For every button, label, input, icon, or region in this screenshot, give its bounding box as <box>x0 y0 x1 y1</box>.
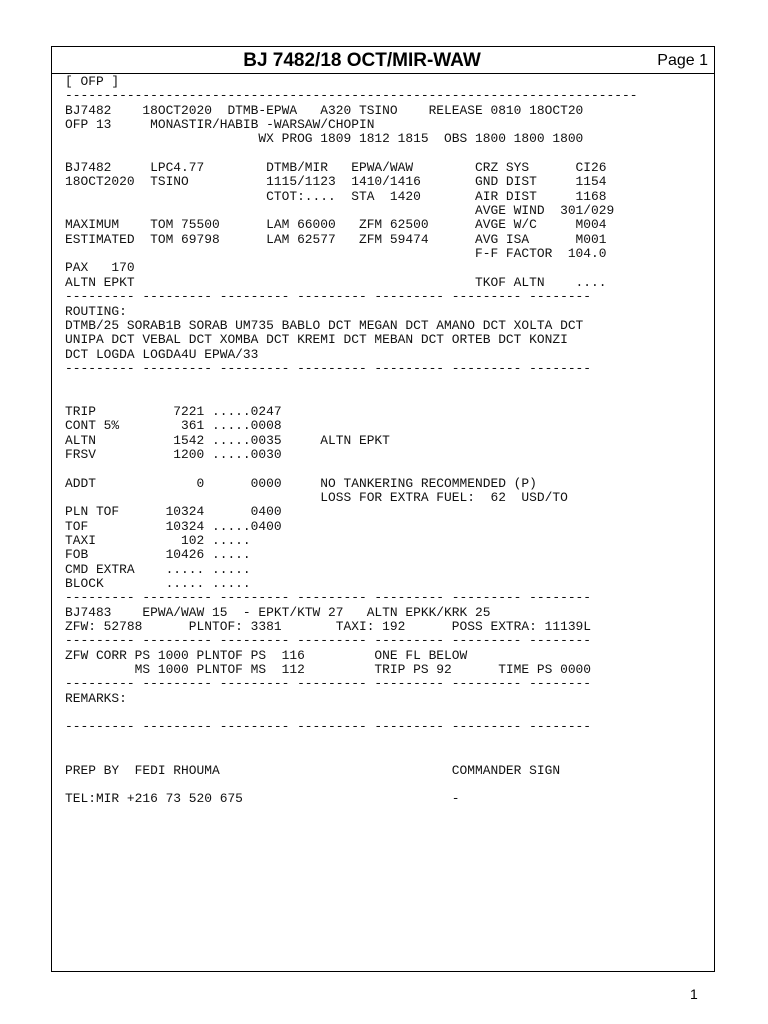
ofp-line: --------- --------- --------- --------- --------- --------- -------- <box>65 360 592 376</box>
ofp-line: MAXIMUM TOM 75500 LAM 66000 ZFM 62500 AVGE W/C M004 <box>65 217 607 233</box>
ofp-line: CTOT:.... STA 1420 AIR DIST 1168 <box>65 188 607 204</box>
ofp-line: PREP BY FEDI RHOUMA COMMANDER SIGN <box>65 762 561 778</box>
ofp-line <box>65 376 711 390</box>
ofp-line: ROUTING: <box>65 303 127 319</box>
ofp-line: PLN TOF 10324 0400 <box>65 504 282 520</box>
ofp-line: BJ7482 LPC4.77 DTMB/MIR EPWA/WAW CRZ SYS CI26 <box>65 160 607 176</box>
ofp-line: BJ7483 EPWA/WAW 15 - EPKT/KTW 27 ALTN EPKK/KRK 25 <box>65 604 491 620</box>
ofp-line: UNIPA DCT VEBAL DCT XOMBA DCT KREMI DCT MEBAN DCT ORTEB DCT KONZI <box>65 332 568 348</box>
ofp-line <box>65 391 711 405</box>
ofp-line: ADDT 0 0000 NO TANKERING RECOMMENDED (P) <box>65 475 537 491</box>
ofp-line: AVGE WIND 301/029 <box>65 203 615 219</box>
ofp-line: WX PROG 1809 1812 1815 OBS 1800 1800 1800 <box>65 131 584 147</box>
ofp-line: ESTIMATED TOM 69798 LAM 62577 ZFM 59474 AVG ISA M001 <box>65 231 607 247</box>
ofp-line <box>65 706 711 720</box>
ofp-line: --------- --------- --------- --------- --------- --------- -------- <box>65 590 592 606</box>
ofp-line: TRIP 7221 .....0247 <box>65 403 282 419</box>
ofp-line: DTMB/25 SORAB1B SORAB UM735 BABLO DCT MEGAN DCT AMANO DCT XOLTA DCT <box>65 317 584 333</box>
ofp-line: BJ7482 18OCT2020 DTMB-EPWA A320 TSINO RELEASE 0810 18OCT20 <box>65 102 584 118</box>
ofp-line: TEL:MIR +216 73 520 675 - <box>65 791 460 807</box>
document-title: BJ 7482/18 OCT/MIR-WAW <box>243 50 481 71</box>
ofp-line: --------- --------- --------- --------- --------- --------- -------- <box>65 289 592 305</box>
ofp-line: DCT LOGDA LOGDA4U EPWA/33 <box>65 346 259 362</box>
ofp-line: TOF 10324 .....0400 <box>65 518 282 534</box>
ofp-line <box>65 735 711 749</box>
document-header <box>52 47 714 74</box>
ofp-line <box>65 462 711 476</box>
ofp-line: LOSS FOR EXTRA FUEL: 62 USD/TO <box>65 489 568 505</box>
ofp-line: [ OFP ] <box>65 74 120 89</box>
ofp-line: PAX 170 <box>65 260 135 276</box>
ofp-document <box>51 46 715 972</box>
page-label: Page 1 <box>657 52 708 69</box>
ofp-line: ZFW CORR PS 1000 PLNTOF PS 116 ONE FL BELOW <box>65 647 468 663</box>
ofp-line: F-F FACTOR 104.0 <box>65 246 607 262</box>
ofp-line: ZFW: 52788 PLNTOF: 3381 TAXI: 192 POSS EXTRA: 11139L <box>65 619 592 635</box>
ofp-line: 18OCT2020 TSINO 1115/1123 1410/1416 GND DIST 1154 <box>65 174 607 190</box>
ofp-line: --------- --------- --------- --------- --------- --------- -------- <box>65 719 592 735</box>
ofp-line: MS 1000 PLNTOF MS 112 TRIP PS 92 TIME PS 0000 <box>65 662 592 678</box>
ofp-line <box>65 778 711 792</box>
footer-page-number: 1 <box>690 986 698 1002</box>
ofp-line: REMARKS: <box>65 690 127 706</box>
ofp-line: FOB 10426 ..... <box>65 547 251 563</box>
ofp-line: CMD EXTRA ..... ..... <box>65 561 251 577</box>
ofp-line: CONT 5% 361 .....0008 <box>65 418 282 434</box>
ofp-line: TAXI 102 ..... <box>65 533 251 548</box>
ofp-line: BLOCK ..... ..... <box>65 576 251 592</box>
ofp-line: ALTN 1542 .....0035 ALTN EPKT <box>65 432 390 448</box>
ofp-line: OFP 13 MONASTIR/HABIB -WARSAW/CHOPIN <box>65 117 375 133</box>
ofp-line: FRSV 1200 .....0030 <box>65 446 282 462</box>
ofp-line: --------- --------- --------- --------- --------- --------- -------- <box>65 633 592 649</box>
ofp-line: ALTN EPKT TKOF ALTN .... <box>65 274 607 290</box>
ofp-line <box>65 147 711 161</box>
ofp-line <box>65 749 711 763</box>
ofp-line: -------------------------------------------------------------------------- <box>65 88 638 104</box>
ofp-line: --------- --------- --------- --------- --------- --------- -------- <box>65 676 592 692</box>
ofp-body-text <box>65 75 711 807</box>
